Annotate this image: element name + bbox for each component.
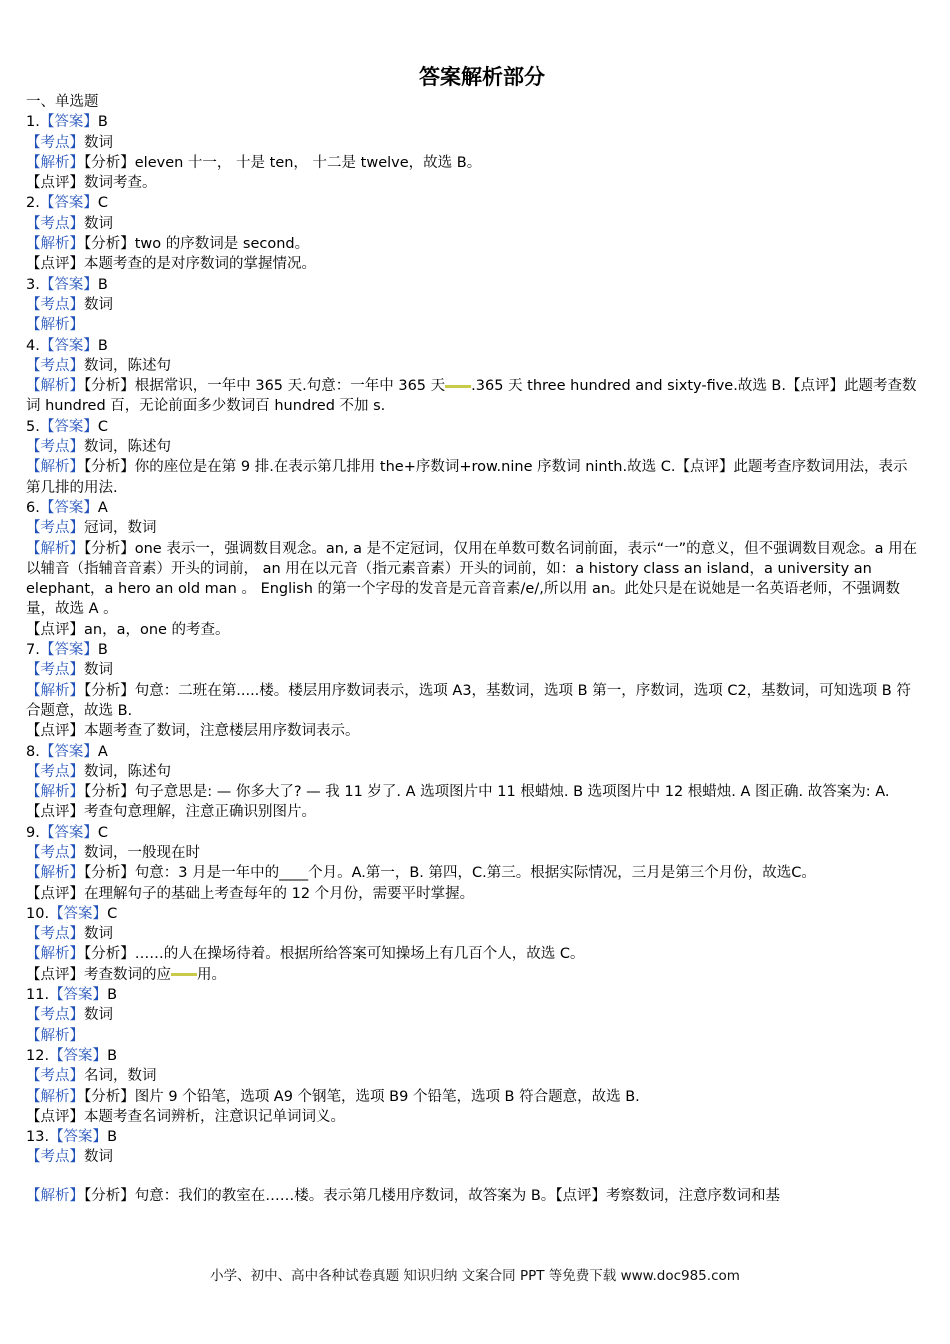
- comment-text: 考察数词，注意序数词和基: [606, 1187, 781, 1204]
- point-line: [26, 1005, 918, 1025]
- spacer: [26, 1168, 918, 1186]
- answer-tag: 【答案】: [39, 499, 98, 516]
- answer-line: [26, 1046, 918, 1066]
- comment-tag: 【点评】: [786, 378, 844, 395]
- point-tag: 【考点】: [26, 1068, 84, 1085]
- point-line: [26, 1066, 918, 1086]
- answer-line: [26, 742, 918, 762]
- analysis-text: two 的序数词是 second。: [134, 236, 310, 253]
- answer-line: [26, 275, 918, 295]
- analysis-text: 句意：我们的教室在……楼。表示第几楼用序数词，故答案为 B。: [134, 1187, 556, 1204]
- analysis-line: [26, 315, 918, 335]
- analysis-line: [26, 376, 918, 417]
- analysis-line: [26, 153, 918, 173]
- answer-line: [26, 112, 918, 132]
- analysis-line: [26, 681, 918, 722]
- analysis-text: one 表示一，强调数目观念。an, a 是不定冠词，仅用在单数可数名词前面，表示“一”的意义，但不强调数目观念。a 用在以辅音（指辅音音素）开头的词前， an 用在以元音（指元素音素）开头的词前，如：a history class an island，a university an elephant，a hero an old man 。 English 的第一个字母的发音是元音音素/e/,所以用 an。此处只是在说她是一名英语老师，不强调数量，故选 A 。: [26, 540, 918, 618]
- comment-text: 本题考查名词辨析，注意识记单词词义。: [84, 1108, 345, 1125]
- comment-line: [26, 254, 918, 274]
- analysis-line: [26, 539, 918, 620]
- highlight-mark: [445, 385, 471, 388]
- answer-value: B: [97, 276, 108, 293]
- point-tag: 【考点】: [26, 763, 84, 780]
- comment-line: [26, 802, 918, 822]
- comment-text: an，a，one 的考查。: [84, 621, 230, 638]
- analysis-tag: 【解析】: [26, 317, 84, 334]
- answer-line: [26, 904, 918, 924]
- answer-tag: 【答案】: [39, 114, 98, 131]
- fenxi-tag: 【分析】: [84, 946, 135, 963]
- question-number: 13.: [26, 1129, 50, 1146]
- analysis-text: eleven 十一， 十是 ten， 十二是 twelve，故选 B。: [134, 154, 482, 171]
- analysis-tag: 【解析】: [26, 682, 84, 699]
- point-text: 数词: [84, 215, 113, 232]
- point-line: [26, 843, 918, 863]
- answer-value: B: [97, 337, 108, 354]
- point-tag: 【考点】: [26, 844, 84, 861]
- fenxi-tag: 【分析】: [84, 865, 135, 882]
- comment-tag: 【点评】: [26, 966, 84, 983]
- analysis-text: 句子意思是: — 你多大了? — 我 11 岁了. A 选项图片中 11 根蜡烛. B 选项图片中 12 根蜡烛. A 图正确. 故答案为: A.: [134, 784, 890, 801]
- point-line: [26, 762, 918, 782]
- point-text: 数词: [84, 662, 113, 679]
- analysis-text: .365 天 three hundred and sixty-five.故选 B.: [471, 378, 786, 395]
- analysis-line: [26, 944, 918, 964]
- point-tag: 【考点】: [26, 134, 84, 151]
- analysis-tag: 【解析】: [26, 459, 84, 476]
- answer-tag: 【答案】: [39, 824, 98, 841]
- answer-line: [26, 823, 918, 843]
- question-number: 3.: [26, 276, 40, 293]
- analysis-tag: 【解析】: [26, 540, 84, 557]
- point-line: [26, 924, 918, 944]
- question-number: 11.: [26, 987, 50, 1004]
- analysis-text: 句意：二班在第.....楼。楼层用序数词表示，选项 A3，基数词，选项 B 第一，序数词，选项 C2，基数词，可知选项 B 符合题意，故选 B.: [26, 682, 911, 719]
- answer-line: [26, 336, 918, 356]
- answer-value: B: [107, 1129, 118, 1146]
- comment-tag: 【点评】: [26, 885, 84, 902]
- answer-tag: 【答案】: [39, 642, 98, 659]
- analysis-text: 根据常识，一年中 365 天.句意：一年中 365 天: [134, 378, 446, 395]
- point-line: [26, 518, 918, 538]
- point-line: [26, 660, 918, 680]
- comment-text: 本题考查的是对序数词的掌握情况。: [84, 256, 316, 273]
- comment-text: 此题考查数词 hundred 百，无论前面多少数词百 hundred 不加 s.: [26, 378, 917, 415]
- analysis-tag: 【解析】: [26, 154, 84, 171]
- point-line: [26, 214, 918, 234]
- comment-tag: 【点评】: [26, 621, 84, 638]
- answer-document: [26, 62, 918, 1206]
- comment-line: [26, 721, 918, 741]
- point-tag: 【考点】: [26, 926, 84, 943]
- highlight-mark: [171, 973, 197, 976]
- page-title: 答案解析部分: [419, 65, 545, 89]
- point-text: 数词，陈述句: [84, 357, 171, 374]
- fenxi-tag: 【分析】: [84, 154, 135, 171]
- point-line: [26, 133, 918, 153]
- point-tag: 【考点】: [26, 357, 84, 374]
- analysis-line: [26, 457, 918, 498]
- question-number: 6.: [26, 499, 40, 516]
- answer-tag: 【答案】: [39, 276, 98, 293]
- answer-line: [26, 417, 918, 437]
- section-heading: 一、单选题: [26, 94, 99, 110]
- point-text: 数词，陈述句: [84, 763, 171, 780]
- point-text: 冠词，数词: [84, 520, 157, 537]
- analysis-text: 句意：3 月是一年中的____个月。A.第一，B. 第四，C.第三。根据实际情况，三月是第三个月份，故选C。: [134, 865, 816, 882]
- analysis-tag: 【解析】: [26, 236, 84, 253]
- fenxi-tag: 【分析】: [84, 682, 135, 699]
- answer-value: B: [107, 987, 118, 1004]
- answer-tag: 【答案】: [39, 195, 98, 212]
- point-tag: 【考点】: [26, 1149, 84, 1166]
- answer-line: [26, 640, 918, 660]
- point-line: [26, 356, 918, 376]
- point-line: [26, 295, 918, 315]
- answer-value: C: [107, 905, 118, 922]
- fenxi-tag: 【分析】: [84, 378, 135, 395]
- point-text: 数词，一般现在时: [84, 844, 200, 861]
- analysis-line: [26, 1026, 918, 1046]
- comment-tag: 【点评】: [26, 256, 84, 273]
- comment-line: [26, 965, 918, 985]
- comment-tag: 【点评】: [26, 723, 84, 740]
- analysis-tag: 【解析】: [26, 865, 84, 882]
- analysis-line: [26, 782, 918, 802]
- question-number: 4.: [26, 337, 40, 354]
- question-number: 9.: [26, 824, 40, 841]
- point-text: 数词: [84, 926, 113, 943]
- comment-text: 考查数词的应: [84, 966, 171, 983]
- answer-line: [26, 1127, 918, 1147]
- question-number: 5.: [26, 418, 40, 435]
- comment-text: 用。: [197, 966, 226, 983]
- comment-text: 考查句意理解，注意正确识别图片。: [84, 804, 316, 821]
- point-text: 数词: [84, 134, 113, 151]
- answer-line: [26, 498, 918, 518]
- point-line: [26, 1147, 918, 1167]
- point-text: 名词，数词: [84, 1068, 157, 1085]
- answer-value: C: [97, 824, 108, 841]
- point-text: 数词: [84, 1007, 113, 1024]
- answer-line: [26, 193, 918, 213]
- fenxi-tag: 【分析】: [84, 1187, 135, 1204]
- answer-tag: 【答案】: [39, 337, 98, 354]
- question-number: 10.: [26, 905, 50, 922]
- point-tag: 【考点】: [26, 1007, 84, 1024]
- page-footer: 小学、初中、高中各种试卷真题 知识归纳 文案合同 PPT 等免费下载 www.doc985.com: [210, 1268, 740, 1284]
- comment-text: 在理解句子的基础上考查每年的 12 个月份，需要平时掌握。: [84, 885, 475, 902]
- answer-value: B: [97, 114, 108, 131]
- analysis-tag: 【解析】: [26, 946, 84, 963]
- answer-tag: 【答案】: [49, 905, 108, 922]
- answer-tag: 【答案】: [49, 987, 108, 1004]
- comment-line: [26, 1107, 918, 1127]
- analysis-text: ……的人在操场待着。根据所给答案可知操场上有几百个人，故选 C。: [134, 946, 585, 963]
- analysis-tag: 【解析】: [26, 1187, 84, 1204]
- answer-tag: 【答案】: [39, 418, 98, 435]
- comment-tag: 【点评】: [26, 1108, 84, 1125]
- comment-tag: 【点评】: [26, 804, 84, 821]
- point-line: [26, 437, 918, 457]
- question-number: 1.: [26, 114, 40, 131]
- point-tag: 【考点】: [26, 662, 84, 679]
- comment-text: 此题考查序数词用法，表示第几排的用法.: [26, 459, 908, 496]
- answer-tag: 【答案】: [49, 1047, 108, 1064]
- comment-tag: 【点评】: [26, 175, 84, 192]
- point-text: 数词: [84, 1149, 113, 1166]
- point-tag: 【考点】: [26, 296, 84, 313]
- analysis-text: 你的座位是在第 9 排.在表示第几排用 the+序数词+row.nine 序数词 ninth.故选 C.: [134, 459, 676, 476]
- answer-line: [26, 985, 918, 1005]
- point-tag: 【考点】: [26, 439, 84, 456]
- answer-value: A: [97, 743, 108, 760]
- analysis-line: [26, 1087, 918, 1107]
- comment-tag: 【点评】: [675, 459, 734, 476]
- fenxi-tag: 【分析】: [84, 459, 135, 476]
- answer-value: C: [97, 418, 108, 435]
- question-number: 8.: [26, 743, 40, 760]
- fenxi-tag: 【分析】: [84, 784, 135, 801]
- point-tag: 【考点】: [26, 520, 84, 537]
- analysis-tag: 【解析】: [26, 378, 84, 395]
- fenxi-tag: 【分析】: [84, 1088, 135, 1105]
- comment-line: [26, 884, 918, 904]
- comment-text: 本题考查了数词，注意楼层用序数词表示。: [84, 723, 360, 740]
- point-text: 数词，陈述句: [84, 439, 171, 456]
- answer-value: A: [97, 499, 108, 516]
- question-number: 2.: [26, 195, 40, 212]
- comment-tag: 【点评】: [555, 1187, 607, 1204]
- comment-text: 数词考查。: [84, 175, 157, 192]
- answer-value: B: [107, 1047, 118, 1064]
- answer-value: C: [97, 195, 108, 212]
- fenxi-tag: 【分析】: [84, 236, 135, 253]
- fenxi-tag: 【分析】: [84, 540, 135, 557]
- analysis-text: 图片 9 个铅笔，选项 A9 个钢笔，选项 B9 个铅笔，选项 B 符合题意，故选 B.: [134, 1088, 640, 1105]
- question-number: 7.: [26, 642, 40, 659]
- comment-line: [26, 620, 918, 640]
- analysis-line: [26, 863, 918, 883]
- answer-value: B: [97, 642, 108, 659]
- point-tag: 【考点】: [26, 215, 84, 232]
- answer-tag: 【答案】: [39, 743, 98, 760]
- answer-tag: 【答案】: [49, 1129, 108, 1146]
- analysis-tag: 【解析】: [26, 784, 84, 801]
- analysis-line: [26, 1186, 918, 1206]
- point-text: 数词: [84, 296, 113, 313]
- question-number: 12.: [26, 1047, 50, 1064]
- analysis-line: [26, 234, 918, 254]
- comment-line: [26, 173, 918, 193]
- analysis-tag: 【解析】: [26, 1027, 84, 1044]
- analysis-tag: 【解析】: [26, 1088, 84, 1105]
